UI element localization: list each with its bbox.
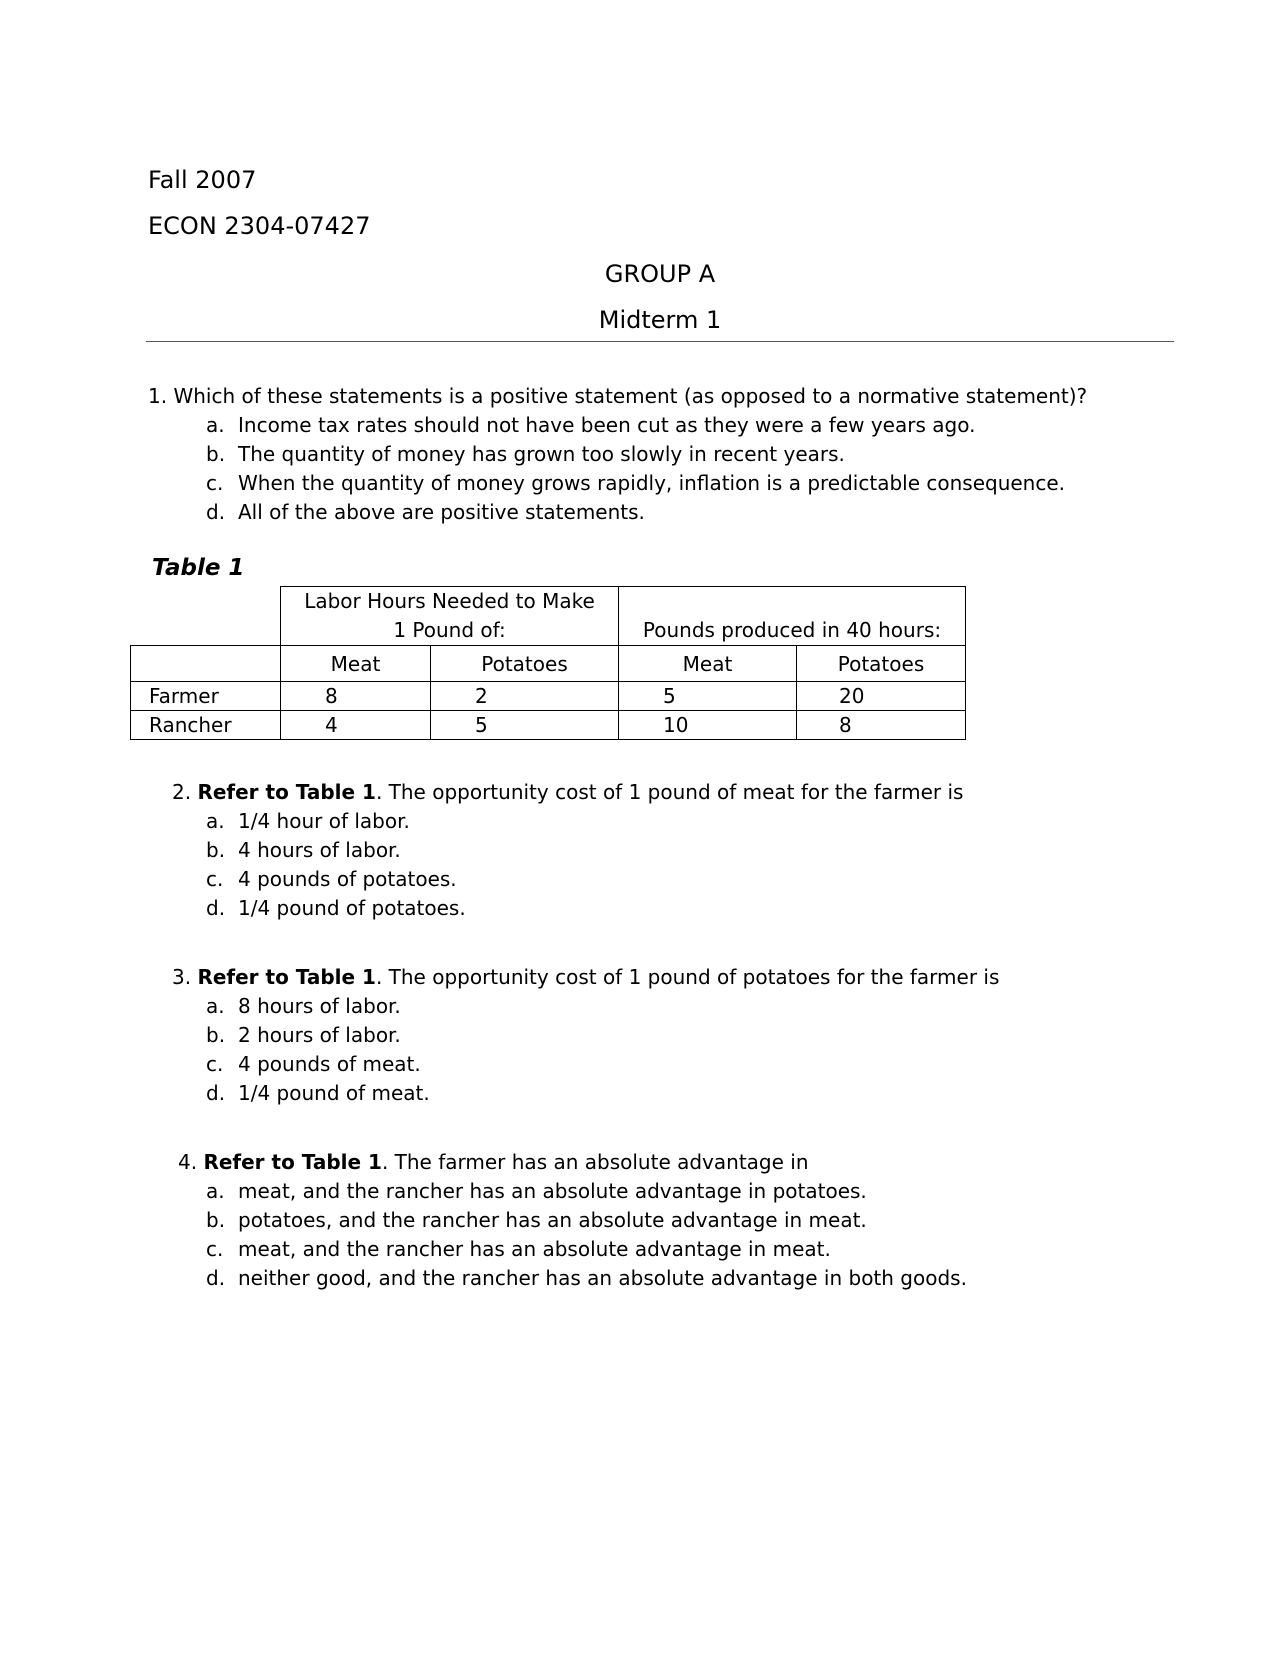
question-3-options bbox=[206, 992, 430, 1108]
col-header-meat-pounds: Meat bbox=[619, 646, 797, 682]
table-reference: Refer to Table 1 bbox=[203, 1150, 382, 1174]
question-2-options bbox=[206, 807, 466, 923]
table-cell: 5 bbox=[619, 682, 797, 711]
exam-title: Midterm 1 bbox=[598, 306, 722, 334]
table-row-farmer bbox=[131, 682, 966, 711]
question-2-option-b bbox=[206, 836, 466, 865]
option-letter: a. bbox=[206, 809, 225, 833]
question-2-stem bbox=[172, 778, 963, 807]
question-text: . The opportunity cost of 1 pound of meat for the farmer is bbox=[375, 780, 964, 804]
option-letter: d. bbox=[206, 1081, 226, 1105]
table-reference: Refer to Table 1 bbox=[197, 780, 376, 804]
group-header-line-2: 1 Pound of: bbox=[393, 618, 506, 642]
col-header-potatoes-hours: Potatoes bbox=[431, 646, 619, 682]
option-text: 1/4 pound of meat. bbox=[238, 1081, 430, 1105]
option-text: 4 pounds of potatoes. bbox=[238, 867, 457, 891]
option-text: All of the above are positive statements. bbox=[238, 500, 645, 524]
table-cell: 8 bbox=[281, 682, 431, 711]
group-title: GROUP A bbox=[604, 260, 716, 288]
option-text: When the quantity of money grows rapidly, inflation is a predictable consequence. bbox=[238, 471, 1066, 495]
table-1 bbox=[130, 586, 966, 740]
table-column-header-row bbox=[131, 646, 966, 682]
col-header-meat-hours: Meat bbox=[281, 646, 431, 682]
option-text: 4 pounds of meat. bbox=[238, 1052, 421, 1076]
table-row-rancher bbox=[131, 711, 966, 740]
option-letter: b. bbox=[206, 442, 226, 466]
option-text: meat, and the rancher has an absolute advantage in meat. bbox=[238, 1237, 831, 1261]
option-text: neither good, and the rancher has an absolute advantage in both goods. bbox=[238, 1266, 967, 1290]
question-4-option-c bbox=[206, 1235, 967, 1264]
table-cell: 10 bbox=[619, 711, 797, 740]
question-3-option-b bbox=[206, 1021, 430, 1050]
option-text: 8 hours of labor. bbox=[238, 994, 401, 1018]
question-3-option-d bbox=[206, 1079, 430, 1108]
question-1-stem: 1. Which of these statements is a positive statement (as opposed to a normative statement)? bbox=[148, 384, 1088, 408]
question-3-stem bbox=[172, 963, 999, 992]
option-text: 4 hours of labor. bbox=[238, 838, 401, 862]
option-letter: b. bbox=[206, 1208, 226, 1232]
option-letter: c. bbox=[206, 1237, 224, 1261]
table-caption: Table 1 bbox=[152, 555, 245, 581]
option-text: 2 hours of labor. bbox=[238, 1023, 401, 1047]
question-3-option-c bbox=[206, 1050, 430, 1079]
option-letter: a. bbox=[206, 413, 225, 437]
question-2-option-d bbox=[206, 894, 466, 923]
option-letter: b. bbox=[206, 838, 226, 862]
table-cell: 5 bbox=[431, 711, 619, 740]
option-letter: d. bbox=[206, 1266, 226, 1290]
question-1-option-c bbox=[206, 469, 1065, 498]
row-label: Rancher bbox=[131, 711, 281, 740]
course-label: ECON 2304-07427 bbox=[148, 212, 371, 240]
header-divider bbox=[146, 341, 1174, 342]
question-4-option-a bbox=[206, 1177, 967, 1206]
question-number: 2. bbox=[172, 780, 192, 804]
option-text: Income tax rates should not have been cut as they were a few years ago. bbox=[238, 413, 976, 437]
option-letter: c. bbox=[206, 471, 224, 495]
question-3-option-a bbox=[206, 992, 430, 1021]
question-number: 4. bbox=[178, 1150, 198, 1174]
question-4-stem bbox=[178, 1148, 809, 1177]
option-text: 1/4 hour of labor. bbox=[238, 809, 410, 833]
table-cell: 2 bbox=[431, 682, 619, 711]
question-number: 3. bbox=[172, 965, 192, 989]
question-1-options bbox=[206, 411, 1065, 527]
table-header-blank bbox=[131, 646, 281, 682]
table-group-header-row bbox=[131, 587, 966, 646]
table-reference: Refer to Table 1 bbox=[197, 965, 376, 989]
row-label: Farmer bbox=[131, 682, 281, 711]
option-letter: a. bbox=[206, 1179, 225, 1203]
table-cell: 4 bbox=[281, 711, 431, 740]
question-1-option-b bbox=[206, 440, 1065, 469]
question-2-option-a bbox=[206, 807, 466, 836]
option-letter: a. bbox=[206, 994, 225, 1018]
group-header-line-1: Labor Hours Needed to Make bbox=[304, 589, 595, 613]
question-text: . The opportunity cost of 1 pound of potatoes for the farmer is bbox=[375, 965, 1000, 989]
question-2-option-c bbox=[206, 865, 466, 894]
question-4-option-d bbox=[206, 1264, 967, 1293]
question-4-options bbox=[206, 1177, 967, 1293]
question-text: . The farmer has an absolute advantage in bbox=[381, 1150, 809, 1174]
table-corner bbox=[131, 587, 281, 646]
option-letter: c. bbox=[206, 1052, 224, 1076]
question-1-option-d bbox=[206, 498, 1065, 527]
option-text: meat, and the rancher has an absolute advantage in potatoes. bbox=[238, 1179, 867, 1203]
table-group-header-labor bbox=[281, 587, 619, 646]
table-cell: 20 bbox=[797, 682, 966, 711]
question-4-option-b bbox=[206, 1206, 967, 1235]
question-1-option-a bbox=[206, 411, 1065, 440]
table-group-header-pounds: Pounds produced in 40 hours: bbox=[619, 587, 966, 646]
table-cell: 8 bbox=[797, 711, 966, 740]
option-text: The quantity of money has grown too slowly in recent years. bbox=[238, 442, 845, 466]
option-letter: d. bbox=[206, 500, 226, 524]
option-letter: d. bbox=[206, 896, 226, 920]
option-text: 1/4 pound of potatoes. bbox=[238, 896, 466, 920]
term-label: Fall 2007 bbox=[148, 166, 257, 194]
option-letter: b. bbox=[206, 1023, 226, 1047]
option-letter: c. bbox=[206, 867, 224, 891]
option-text: potatoes, and the rancher has an absolute advantage in meat. bbox=[238, 1208, 867, 1232]
col-header-potatoes-pounds: Potatoes bbox=[797, 646, 966, 682]
